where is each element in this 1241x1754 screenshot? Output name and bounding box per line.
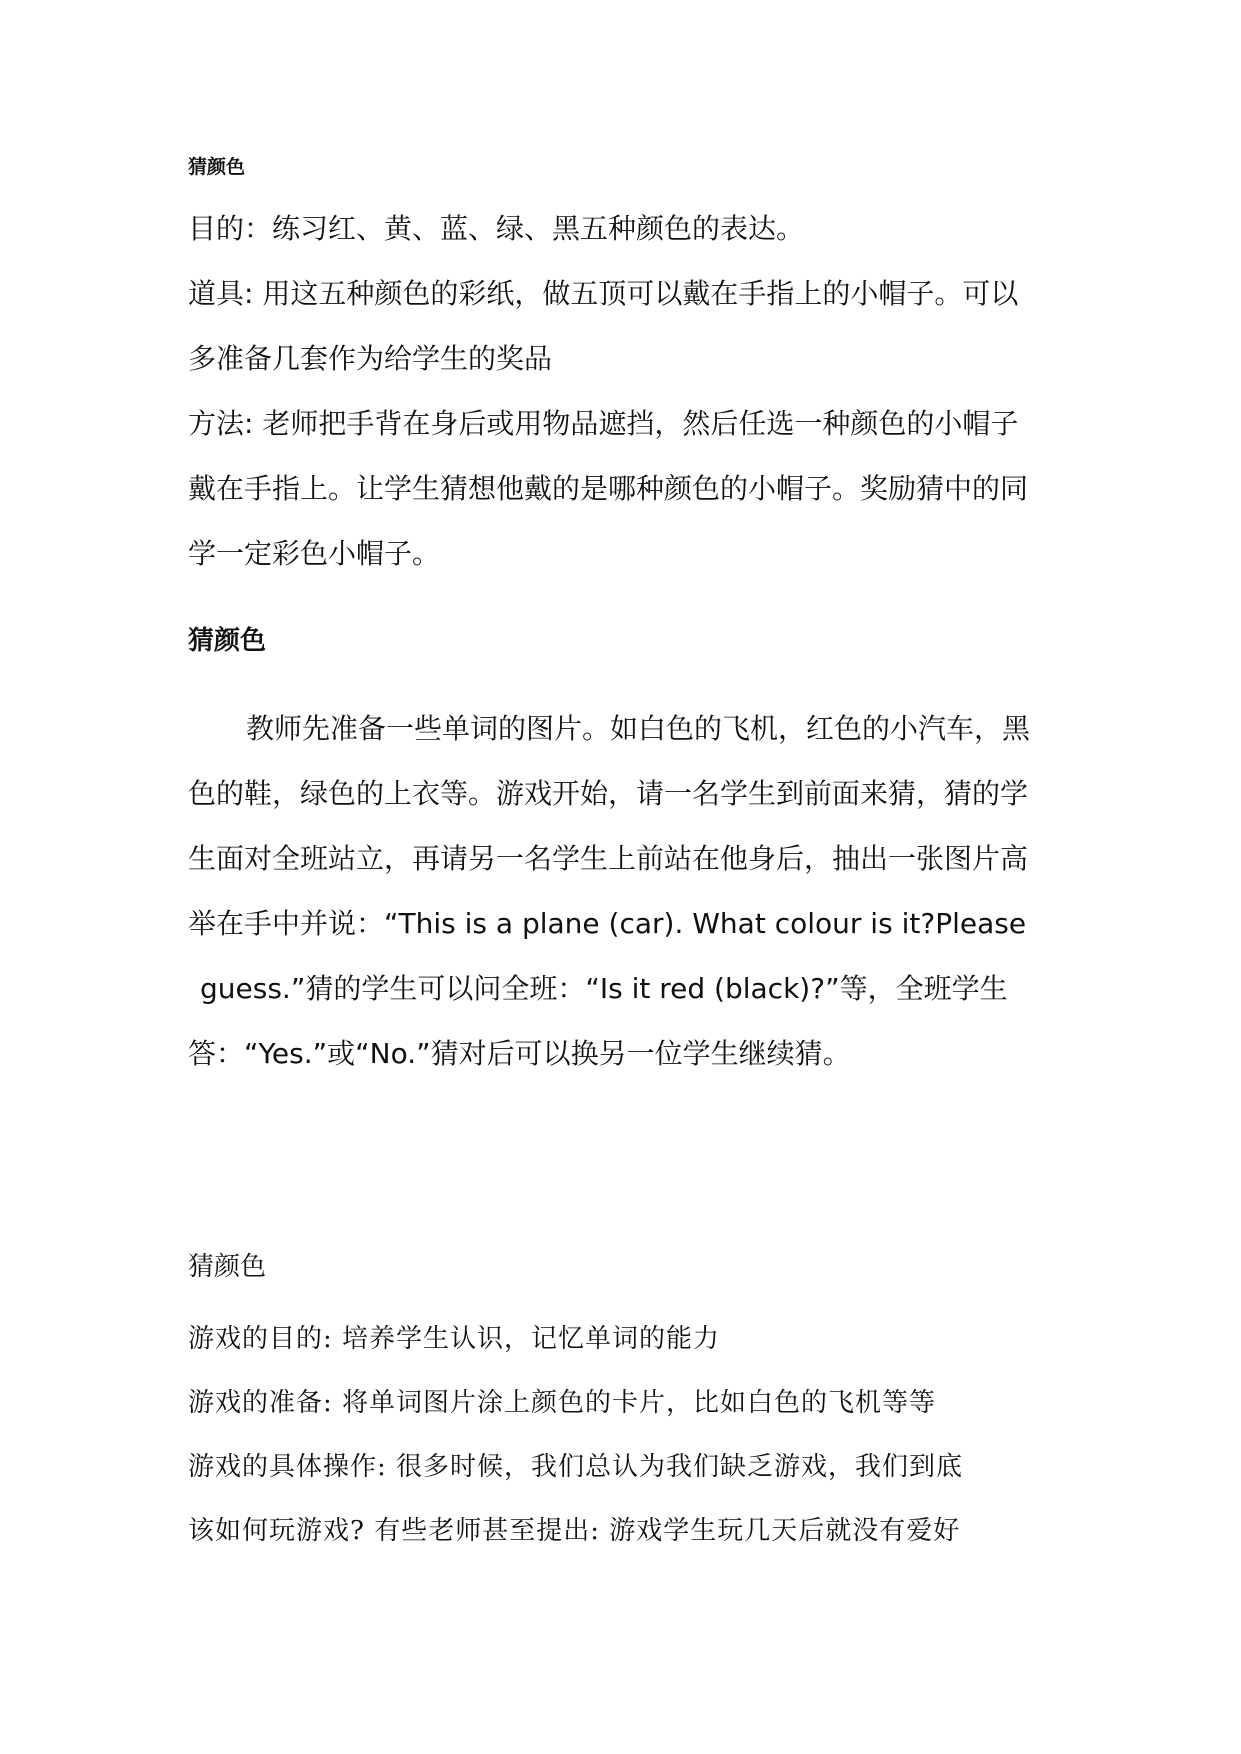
paragraph-line: 色的鞋，绿色的上衣等。游戏开始，请一名学生到前面来猜，猜的学 (188, 777, 1029, 810)
paragraph-line: 游戏的目的: 培养学生认识，记忆单词的能力 (188, 1324, 721, 1354)
section-3-body (188, 1307, 1088, 1563)
paragraph-line: 多准备几套作为给学生的奖品 (188, 342, 553, 375)
paragraph-line: 生面对全班站立，再请另一名学生上前站在他身后，抽出一张图片高 (188, 842, 1029, 875)
paragraph-line: guess.”猜的学生可以问全班：“Is it red (black)?”等，全班学生 (200, 972, 1008, 1005)
section-3-title: 猜颜色 (188, 1252, 267, 1282)
section-2-body (188, 696, 1088, 1086)
paragraph-line: 游戏的具体操作: 很多时候，我们总认为我们缺乏游戏，我们到底 (188, 1452, 964, 1482)
paragraph-line: 答：“Yes.”或“No.”猜对后可以换另一位学生继续猜。 (188, 1037, 851, 1070)
paragraph-line: 方法: 老师把手背在身后或用物品遮挡，然后任选一种颜色的小帽子 (188, 407, 1019, 440)
paragraph-line: 教师先准备一些单词的图片。如白色的飞机，红色的小汽车，黑 (246, 712, 1031, 745)
section-1-body (188, 196, 1088, 586)
paragraph-line: 目的：练习红、黄、蓝、绿、黑五种颜色的表达。 (188, 212, 805, 245)
section-2-title: 猜颜色 (188, 626, 267, 656)
section-1-title: 猜颜色 (188, 156, 246, 178)
paragraph-line: 游戏的准备: 将单词图片涂上颜色的卡片，比如白色的飞机等等 (188, 1388, 937, 1418)
paragraph-line: 举在手中并说：“This is a plane (car). What colour is it?Please (188, 907, 1027, 940)
paragraph-line: 道具: 用这五种颜色的彩纸，做五顶可以戴在手指上的小帽子。可以 (188, 277, 1019, 310)
paragraph-line: 该如何玩游戏? 有些老师甚至提出: 游戏学生玩几天后就没有爱好 (188, 1516, 961, 1546)
paragraph-line: 学一定彩色小帽子。 (188, 537, 441, 570)
paragraph-line: 戴在手指上。让学生猜想他戴的是哪种颜色的小帽子。奖励猜中的同 (188, 472, 1029, 505)
